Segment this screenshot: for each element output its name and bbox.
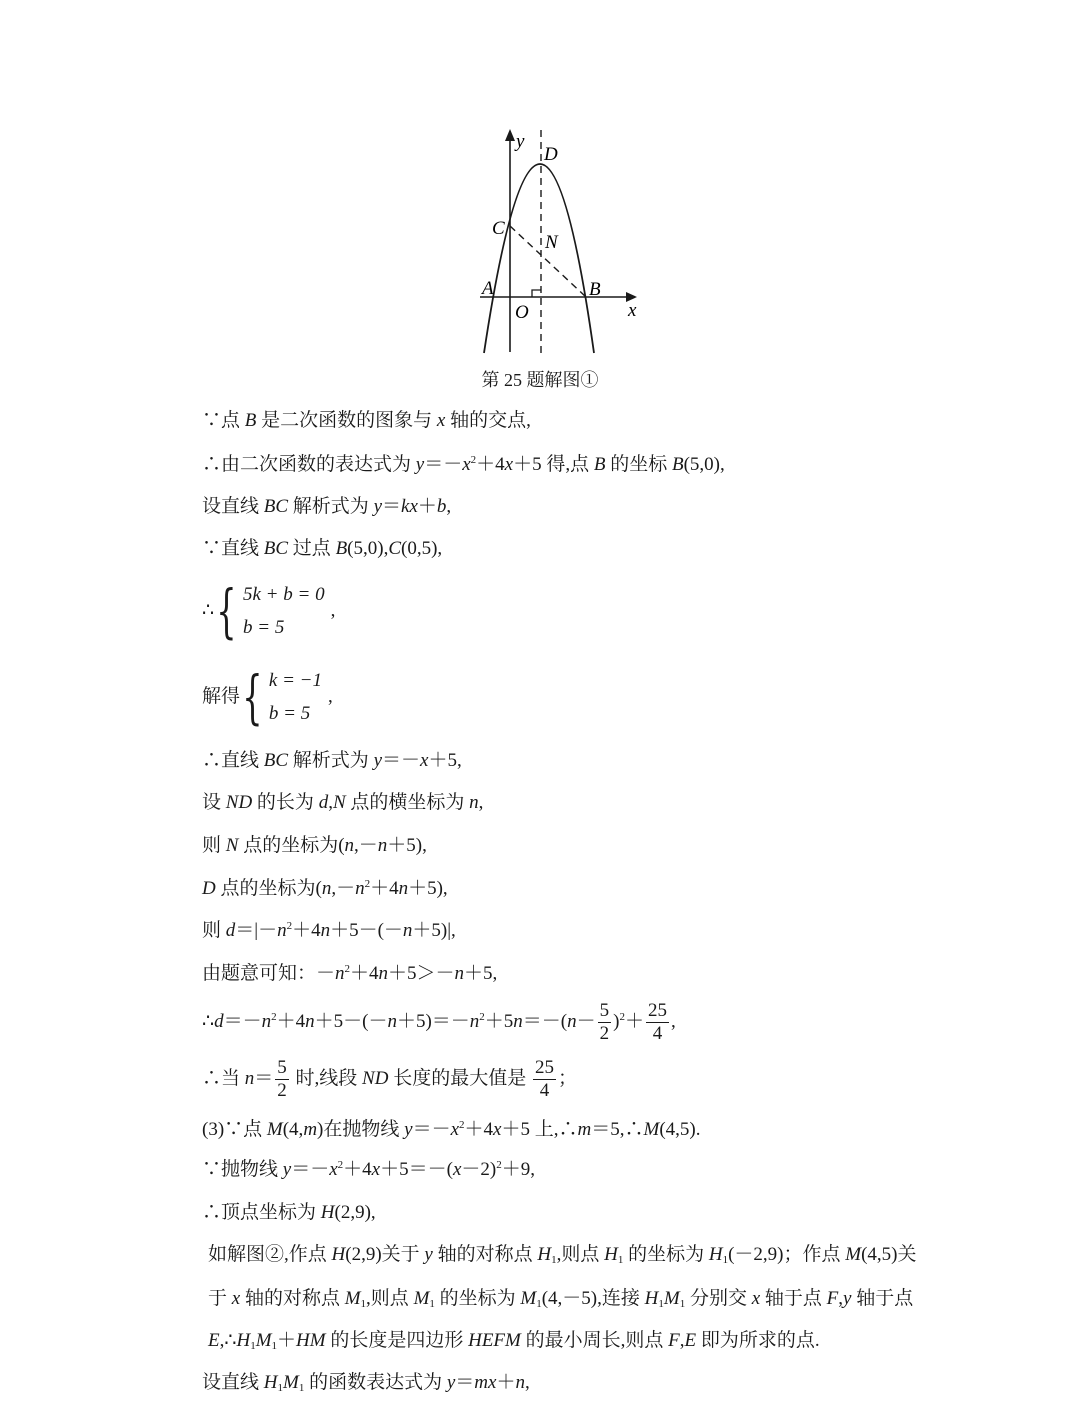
label-n: N: [545, 232, 558, 253]
text-line-1: ∵点 B 是二次函数的图象与 x 轴的交点,: [202, 410, 531, 431]
text-line-21: 设直线 $H_1M_1$ 的函数表达式为 y＝mx＋n,: [202, 1372, 530, 1394]
text-line-10: D 点的坐标为$(n,-n^2+4n+5)$,: [202, 878, 448, 899]
text-line-20: $E,\therefore H_1M_1+HM$ 的长度是四边形 HEFM 的最小周长,则点 F,E 即为所求的点.: [208, 1330, 820, 1352]
text-line-18: 如解图②,作点 H(2,9)关于 y 轴的对称点 $H_1$,则点 $H_1$ 的坐标为 $H_1(-2,9)$；作点 M(4,5)关: [208, 1244, 917, 1266]
label-a: A: [482, 278, 494, 299]
text-line-8: 设 ND 的长为 d,N 点的横坐标为 n,: [202, 792, 484, 813]
text-line-7: ∴直线 BC 解析式为 y＝－x＋5,: [202, 750, 462, 771]
text-line-2: ∴由二次函数的表达式为 $y=-x^2+4x+5$ 得,点 B 的坐标 B(5,0),: [202, 454, 725, 475]
text-line-3: 设直线 BC 解析式为 y＝kx＋b,: [202, 496, 452, 517]
brace-symbol: {: [242, 663, 263, 731]
equation-system-2: 解得 { k = −1 b = 5 ,: [202, 663, 333, 731]
text-line-12: 由题意可知：$-n^2+4n+5>-n+5$,: [202, 963, 498, 984]
text-line-16: ∵抛物线 $y=-x^2+4x+5=-(x-2)^2+9$,: [202, 1159, 535, 1180]
figure-svg: [470, 120, 650, 365]
label-y: y: [516, 131, 525, 152]
text-line-4: ∵直线 BC 过点 B(5,0),C(0,5),: [202, 538, 443, 559]
text-line-14: ∴当 n＝ $\frac{5}{2}$ 时,线段 ND 长度的最大值是 $\frac{25}{4}$ ；: [202, 1057, 577, 1102]
label-d: D: [544, 144, 558, 165]
fraction-25-4: $\frac{25}{4}$: [647, 1000, 667, 1045]
figure-caption: 第 25 题解图①: [481, 370, 599, 390]
text-line-17: ∴顶点坐标为 H(2,9),: [202, 1202, 376, 1223]
label-b: B: [589, 279, 601, 300]
text-line-15: (3)∵点 M(4,m)在抛物线 $y=-x^2+4x+5$ 上,∴m＝5,∴M(4,5).: [202, 1119, 701, 1140]
text-line-13: $\therefore d=-n^2+4n+5-(-n+5)=-n^2+5n=-(n-$ $\frac{5}{2}$ )$^2$＋ $\frac{25}{4}$ ,: [202, 1000, 676, 1045]
label-x: x: [628, 300, 637, 321]
fraction-5-2: $\frac{5}{2}$: [599, 1000, 610, 1045]
parabola-figure: [470, 120, 650, 365]
text-line-19: 于 x 轴的对称点 $M_1$,则点 $M_1$ 的坐标为 $M_1(4,-5)$,连接 $H_1M_1$ 分别交 x 轴于点 F,y 轴于点: [208, 1288, 914, 1310]
brace-symbol: {: [216, 577, 237, 645]
text-line-9: 则 N 点的坐标为(n,－n＋5),: [202, 835, 427, 856]
label-c: C: [492, 218, 505, 239]
fraction-25-4: $\frac{25}{4}$: [534, 1057, 554, 1102]
fraction-5-2: $\frac{5}{2}$: [277, 1057, 287, 1102]
parabola-curve: [484, 164, 594, 353]
right-angle-mark: [532, 290, 541, 297]
label-o: O: [515, 302, 529, 323]
text-line-11: 则 $d=|-n^2+4n+5-(-n+5)|$,: [202, 920, 456, 941]
equation-system-1: ∴ { 5k + b = 0 b = 5 ,: [202, 577, 336, 645]
y-axis-arrow: [505, 129, 515, 141]
